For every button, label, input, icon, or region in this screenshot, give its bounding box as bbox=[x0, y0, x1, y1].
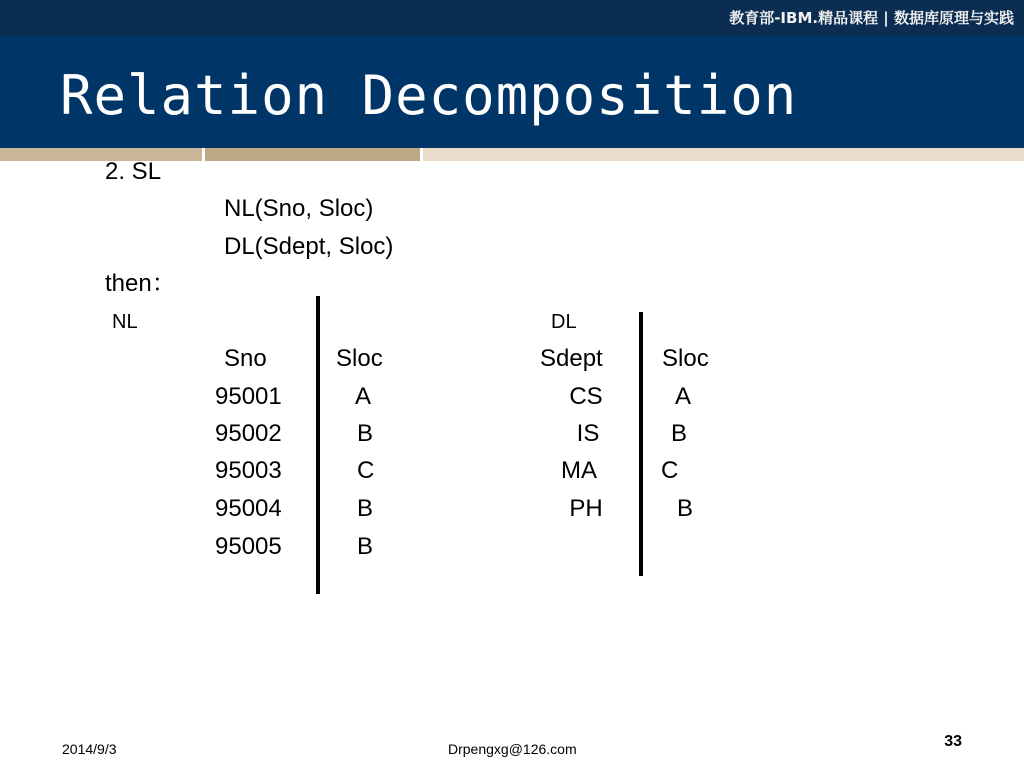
dl-cell-sdept: MA bbox=[561, 457, 597, 484]
top-banner-strip bbox=[0, 0, 1024, 36]
slide-title: Relation Decomposition bbox=[60, 64, 798, 127]
dl-label: DL bbox=[551, 311, 577, 333]
nl-cell-sno: 95002 bbox=[215, 420, 282, 447]
nl-cell-sloc: A bbox=[355, 383, 372, 410]
dl-cell-sdept: CS bbox=[569, 383, 603, 410]
dl-header-sdept: Sdept bbox=[540, 345, 603, 372]
dl-schema: DL(Sdept, Sloc) bbox=[224, 233, 394, 260]
dl-cell-sloc: B bbox=[671, 420, 688, 447]
nl-cell-sno: 95005 bbox=[215, 533, 282, 560]
dl-cell-sloc: A bbox=[675, 383, 692, 410]
page-number: 33 bbox=[944, 733, 962, 750]
accent-bar-right bbox=[423, 148, 1024, 161]
nl-cell-sloc: B bbox=[357, 420, 374, 447]
course-banner-text: 教育部-IBM.精品课程 | 数据库原理与实践 bbox=[729, 9, 1014, 27]
dl-cell-sdept: PH bbox=[569, 495, 603, 522]
footer-email: Drpengxg@126.com bbox=[448, 741, 577, 757]
nl-cell-sloc: C bbox=[357, 457, 375, 484]
dl-cell-sloc: B bbox=[677, 495, 694, 522]
dl-column-divider bbox=[639, 312, 643, 576]
nl-column-divider bbox=[316, 296, 320, 594]
then-label: then： bbox=[105, 270, 176, 297]
nl-cell-sno: 95001 bbox=[215, 383, 282, 410]
nl-header-sno: Sno bbox=[224, 345, 267, 372]
dl-cell-sloc: C bbox=[661, 457, 679, 484]
item-heading: 2. SL bbox=[105, 158, 162, 185]
nl-label: NL bbox=[112, 311, 138, 333]
dl-header-sloc: Sloc bbox=[662, 345, 709, 372]
nl-cell-sno: 95004 bbox=[215, 495, 282, 522]
nl-schema: NL(Sno, Sloc) bbox=[224, 195, 374, 222]
footer-date: 2014/9/3 bbox=[62, 741, 117, 757]
dl-cell-sdept: IS bbox=[576, 420, 600, 447]
nl-cell-sloc: B bbox=[357, 533, 374, 560]
accent-bar-middle bbox=[205, 148, 420, 161]
nl-cell-sno: 95003 bbox=[215, 457, 282, 484]
accent-bar-left bbox=[0, 148, 202, 161]
nl-cell-sloc: B bbox=[357, 495, 374, 522]
nl-header-sloc: Sloc bbox=[336, 345, 383, 372]
